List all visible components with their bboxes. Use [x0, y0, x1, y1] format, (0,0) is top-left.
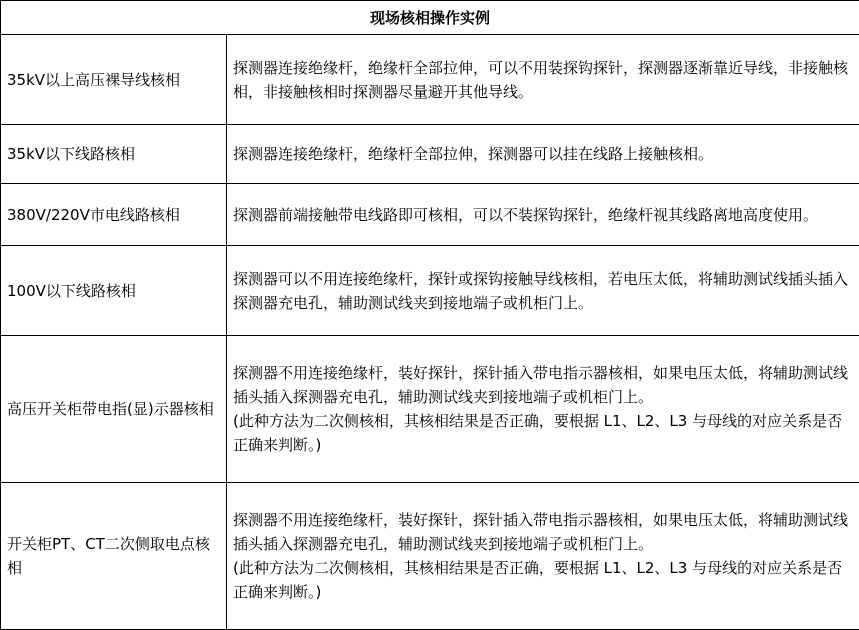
row-description: 探测器连接绝缘杆，绝缘杆全部拉伸，探测器可以挂在线路上接触核相。: [227, 125, 859, 184]
row-label: 100V以下线路核相: [1, 246, 227, 336]
row-description: 探测器前端接触带电线路即可核相，可以不装探钩探针，绝缘杆视其线路离地高度使用。: [227, 184, 859, 246]
table-row: [1, 246, 859, 336]
table-row: [1, 184, 859, 246]
row-description: 探测器不用连接绝缘杆，装好探针，探针插入带电指示器核相，如果电压太低，将辅助测试线插头插入探测器充电孔，辅助测试线夹到接地端子或机柜门上。: [233, 511, 849, 553]
row-label: 380V/220V市电线路核相: [1, 184, 227, 246]
row-label: 35kV以下线路核相: [1, 125, 227, 184]
row-note: (此种方法为二次侧核相，其核相结果是否正确，要根据 L1、L2、L3 与母线的对应关系是否正确来判断。): [233, 412, 843, 454]
row-label: 35kV以上高压裸导线核相: [1, 35, 227, 125]
table-row: [1, 125, 859, 184]
table-row: [1, 483, 859, 630]
row-description-cell: [227, 483, 859, 630]
table-title: 现场核相操作实例: [1, 1, 859, 35]
table-row: [1, 336, 859, 483]
row-description: 探测器不用连接绝缘杆，装好探针，探针插入带电指示器核相，如果电压太低，将辅助测试线插头插入探测器充电孔，辅助测试线夹到接地端子或机柜门上。: [233, 364, 849, 406]
row-description-cell: [227, 336, 859, 483]
row-description: 探测器可以不用连接绝缘杆，探针或探钩接触导线核相，若电压太低，将辅助测试线插头插入探测器充电孔，辅助测试线夹到接地端子或机柜门上。: [227, 246, 859, 336]
row-label: 高压开关柜带电指(显)示器核相: [1, 336, 227, 483]
row-note: (此种方法为二次侧核相，其核相结果是否正确，要根据 L1、L2、L3 与母线的对应关系是否正确来判断。): [233, 559, 843, 601]
row-description: 探测器连接绝缘杆，绝缘杆全部拉伸，可以不用装探钩探针，探测器逐渐靠近导线，非接触核相，非接触核相时探测器尽量避开其他导线。: [227, 35, 859, 125]
table-row: [1, 35, 859, 125]
table-title-row: [1, 1, 859, 35]
row-label: 开关柜PT、CT二次侧取电点核相: [1, 483, 227, 630]
